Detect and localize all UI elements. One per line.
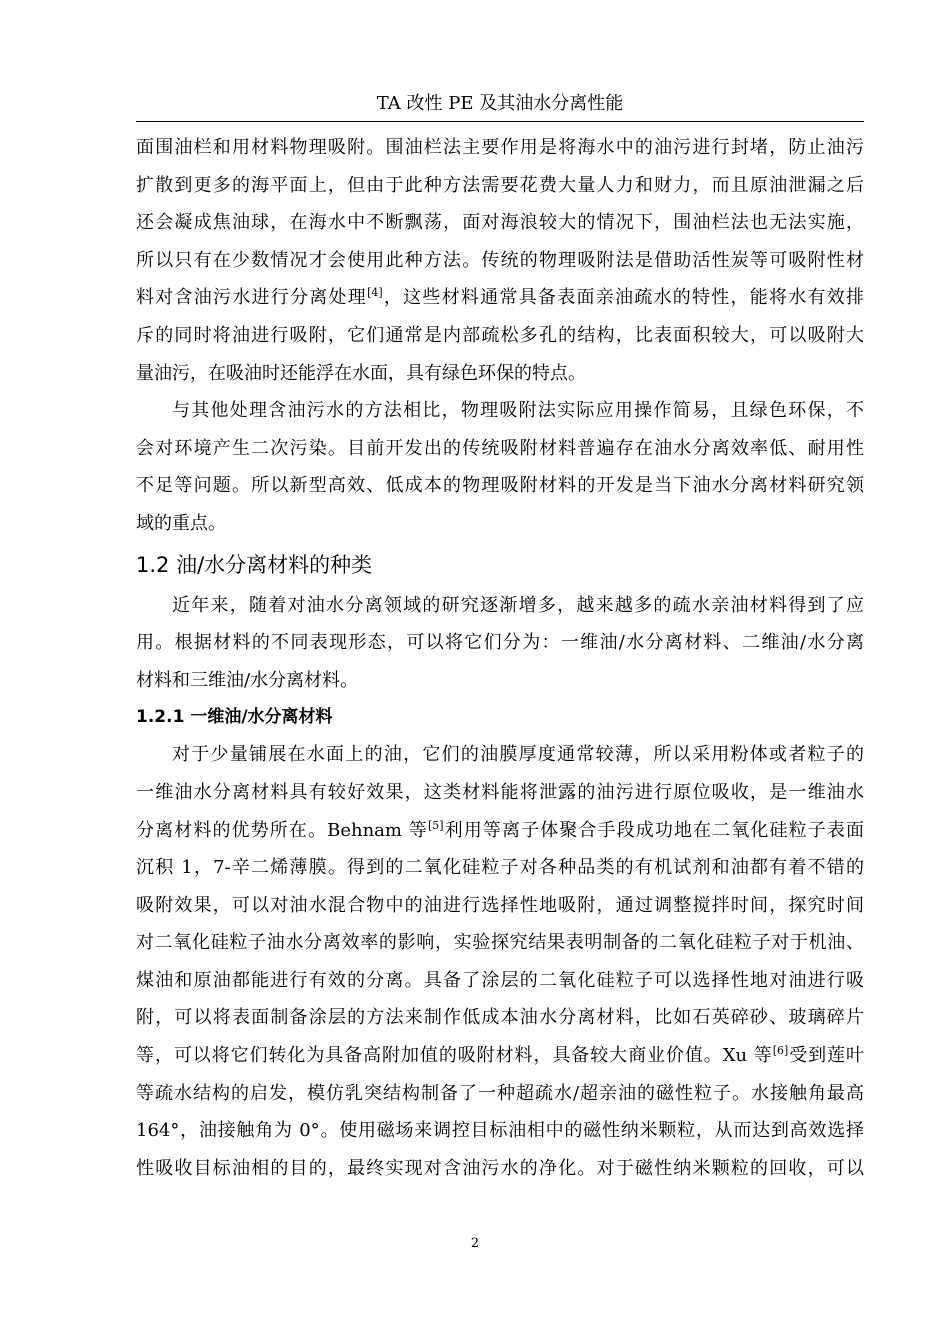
text-line bbox=[136, 812, 864, 850]
citation-ref: [6] bbox=[772, 1044, 789, 1058]
text-line: 沉积 1，7-辛二烯薄膜。得到的二氧化硅粒子对各种品类的有机试剂和油都有着不错的 bbox=[136, 857, 864, 879]
text-line: 还会凝成焦油球，在海水中不断飘荡，面对海浪较大的情况下，围油栏法也无法实施， bbox=[136, 212, 864, 234]
text-line: 域的重点。 bbox=[136, 512, 226, 534]
citation-ref: [5] bbox=[427, 818, 444, 832]
citation-ref: [4] bbox=[367, 286, 383, 300]
text-line: 材料和三维油/水分离材料。 bbox=[136, 669, 359, 691]
text-segment: 等，可以将它们转化为具备高附加值的吸附材料，具备较大商业价值。Xu 等 bbox=[136, 1045, 773, 1067]
text-line: 不足等问题。所以新型高效、低成本的物理吸附材料的开发是当下油水分离材料研究领 bbox=[136, 475, 864, 497]
section-heading: 1.2 油/水分离材料的种类 bbox=[136, 552, 373, 577]
text-line: 近年来，随着对油水分离领域的研究逐渐增多，越来越多的疏水亲油材料得到了应 bbox=[172, 594, 864, 616]
page-body bbox=[136, 129, 864, 1187]
text-line: 等疏水结构的启发，模仿乳突结构制备了一种超疏水/超亲油的磁性粒子。水接触角最高 bbox=[136, 1082, 864, 1104]
text-line: 用。根据材料的不同表现形态，可以将它们分为：一维油/水分离材料、二维油/水分离 bbox=[136, 632, 864, 654]
text-line: 吸附效果，可以对油水混合物中的油进行选择性地吸附，通过调整搅拌时间，探究时间 bbox=[136, 894, 864, 916]
running-header: TA 改性 PE 及其油水分离性能 bbox=[376, 93, 624, 114]
text-line: 164°，油接触角为 0°。使用磁场来调控目标油相中的磁性纳米颗粒，从而达到高效选择 bbox=[136, 1120, 864, 1142]
paragraph bbox=[136, 587, 864, 700]
text-line: 性吸收目标油相的目的，最终实现对含油污水的净化。对于磁性纳米颗粒的回收，可以 bbox=[136, 1157, 864, 1179]
text-line: 扩散到更多的海平面上，但由于此种方法需要花费大量人力和财力，而且原油泄漏之后 bbox=[136, 174, 864, 196]
page-number: 2 bbox=[470, 1236, 480, 1251]
text-line: 一维油水分离材料具有较好效果，这类材料能将泄露的油污进行原位吸收，是一维油水 bbox=[136, 781, 864, 803]
text-line: 附，可以将表面制备涂层的方法来制作低成本油水分离材料，比如石英碎砂、玻璃碎片 bbox=[136, 1007, 864, 1029]
text-line: 会对环境产生二次污染。目前开发出的传统吸附材料普遍存在油水分离效率低、耐用性 bbox=[136, 437, 864, 459]
text-line: 斥的同时将油进行吸附，它们通常是内部疏松多孔的结构，比表面积较大，可以吸附大 bbox=[136, 324, 864, 346]
text-segment: ，这些材料通常具备表面亲油疏水的特性，能将水有效排 bbox=[382, 287, 865, 309]
text-segment: 利用等离子体聚合手段成功地在二氧化硅粒子表面 bbox=[443, 819, 864, 841]
text-segment: 受到莲叶 bbox=[788, 1045, 864, 1067]
text-line: 面围油栏和用材料物理吸附。围油栏法主要作用是将海水中的油污进行封堵，防止油污 bbox=[136, 137, 864, 158]
text-line: 对于少量铺展在水面上的油，它们的油膜厚度通常较薄，所以采用粉体或者粒子的 bbox=[172, 744, 864, 766]
subsection-heading: 1.2.1 一维油/水分离材料 bbox=[136, 707, 333, 728]
text-line: 量油污，在吸油时还能浮在水面，具有绿色环保的特点。 bbox=[136, 362, 586, 384]
text-line bbox=[136, 1037, 864, 1075]
text-line: 与其他处理含油污水的方法相比，物理吸附法实际应用操作简易，且绿色环保，不 bbox=[172, 400, 864, 422]
text-line: 对二氧化硅粒子油水分离效率的影响，实验探究结果表明制备的二氧化硅粒子对于机油、 bbox=[136, 932, 864, 954]
text-segment: 分离材料的优势所在。Behnam 等 bbox=[136, 819, 428, 841]
paragraph bbox=[136, 736, 864, 1187]
text-line: 所以只有在少数情况才会使用此种方法。传统的物理吸附法是借助活性炭等可吸附性材 bbox=[136, 249, 864, 271]
text-segment: 料对含油污水进行分离处理 bbox=[136, 287, 368, 309]
text-line bbox=[136, 279, 864, 317]
text-line: 煤油和原油都能进行有效的分离。具备了涂层的二氧化硅粒子可以选择性地对油进行吸 bbox=[136, 969, 864, 991]
paragraph bbox=[136, 392, 864, 542]
header-divider bbox=[136, 121, 864, 122]
paragraph bbox=[136, 129, 864, 392]
